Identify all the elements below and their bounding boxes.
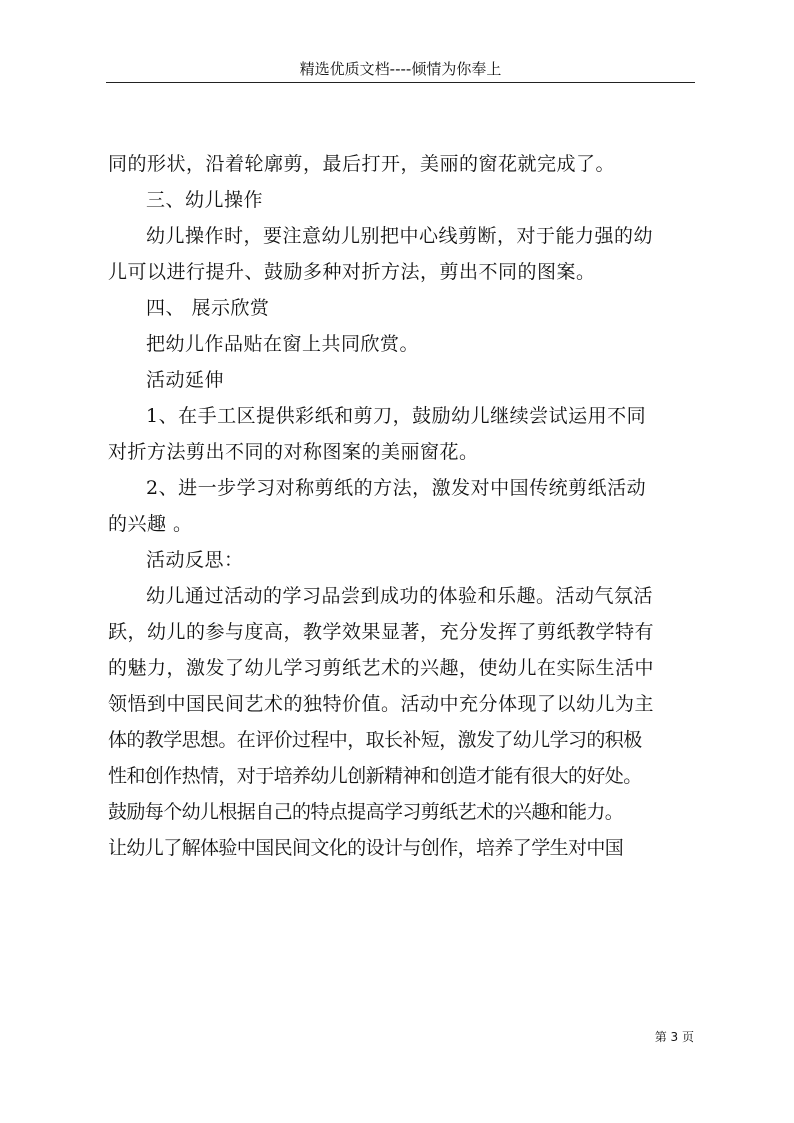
section-heading: 三、幼儿操作 — [146, 189, 264, 211]
paragraph-line: 2、进一步学习对称剪纸的方法，激发对中国传统剪纸活动 — [146, 477, 647, 499]
document-body — [108, 146, 690, 866]
header-divider — [106, 82, 695, 83]
paragraph-line: 儿可以进行提升、鼓励多种对折方法，剪出不同的图案。 — [108, 261, 596, 283]
paragraph-line: 把幼儿作品贴在窗上共同欣赏。 — [146, 333, 420, 355]
page-number: 第 3 页 — [654, 1030, 694, 1044]
paragraph-line: 跃，幼儿的参与度高，教学效果显著，充分发挥了剪纸教学特有 — [108, 621, 655, 643]
paragraph-line: 的兴趣 。 — [108, 513, 193, 535]
section-heading: 活动延伸 — [146, 369, 225, 391]
section-heading: 活动反思： — [146, 549, 244, 571]
paragraph-line: 1、在手工区提供彩纸和剪刀，鼓励幼儿继续尝试运用不同 — [146, 405, 647, 427]
document-header: 精选优质文档----倾情为你奉上 — [299, 60, 502, 78]
paragraph-line: 体的教学思想。在评价过程中，取长补短，激发了幼儿学习的积极 — [108, 729, 642, 751]
paragraph-line: 对折方法剪出不同的对称图案的美丽窗花。 — [108, 441, 479, 463]
paragraph-line: 领悟到中国民间艺术的独特价值。活动中充分体现了以幼儿为主 — [108, 693, 655, 715]
paragraph-line: 幼儿操作时，要注意幼儿别把中心线剪断，对于能力强的幼 — [146, 225, 654, 247]
paragraph-line: 让幼儿了解体验中国民间文化的设计与创作，培养了学生对中国 — [108, 837, 624, 859]
paragraph-line: 幼儿通过活动的学习品尝到成功的体验和乐趣。活动气氛活 — [146, 585, 654, 607]
paragraph-line: 鼓励每个幼儿根据自己的特点提高学习剪纸艺术的兴趣和能力。 — [108, 801, 624, 823]
paragraph-line: 性和创作热情，对于培养幼儿创新精神和创造才能有很大的好处。 — [108, 765, 642, 787]
section-heading: 四、 展示欣赏 — [146, 297, 270, 319]
paragraph-line: 的魅力，激发了幼儿学习剪纸艺术的兴趣，使幼儿在实际生活中 — [108, 657, 655, 679]
paragraph-line: 同的形状，沿着轮廓剪，最后打开，美丽的窗花就完成了。 — [108, 153, 616, 175]
